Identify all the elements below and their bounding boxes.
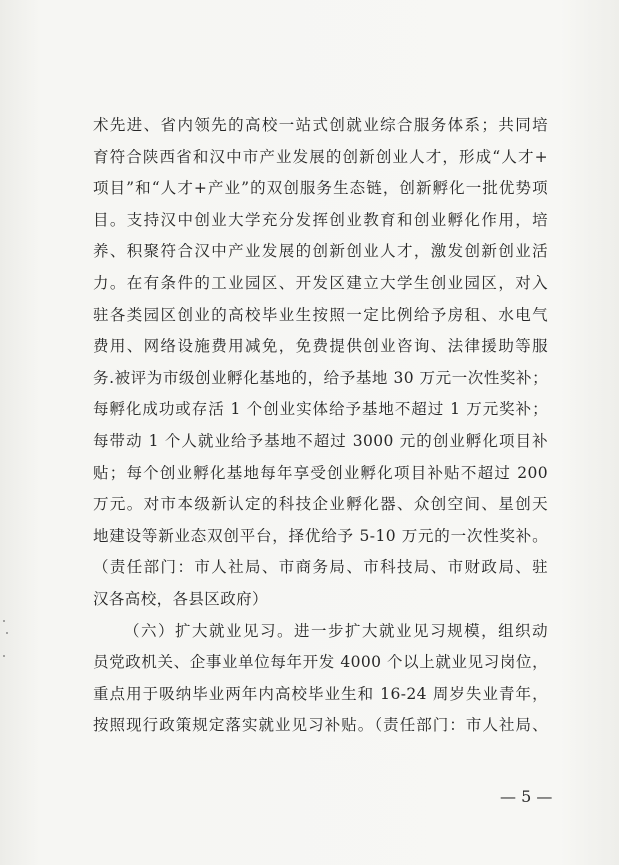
text-line: 驻各类园区创业的高校毕业生按照一定比例给予房租、水电气 <box>93 305 548 324</box>
text-line: （责任部门：市人社局、市商务局、市科技局、市财政局、驻 <box>93 558 548 577</box>
document-body <box>93 110 548 742</box>
text-line: 重点用于吸纳毕业两年内高校毕业生和 16-24 周岁失业青年， <box>93 684 548 703</box>
text-line: 术先进、省内领先的高校一站式创就业综合服务体系；共同培 <box>93 116 548 134</box>
text-line: 每带动 1 个人就业给予基地不超过 3000 元的创业孵化项目补 <box>93 431 548 450</box>
text-line: 每孵化成功或存活 1 个创业实体给予基地不超过 1 万元奖补； <box>93 400 548 419</box>
text-line: 万元。对市本级新认定的科技企业孵化器、众创空间、星创天 <box>93 495 548 514</box>
scan-speck <box>3 655 5 657</box>
text-line: 地建设等新业态双创平台，择优给予 5-10 万元的一次性奖补。 <box>93 526 548 545</box>
scan-speck <box>6 632 8 634</box>
text-line: 项目”和“人才+产业”的双创服务生态链，创新孵化一批优势项 <box>93 179 548 198</box>
text-line: 按照现行政策规定落实就业见习补贴。（责任部门：市人社局、 <box>93 716 548 735</box>
text-line: 养、积聚符合汉中产业发展的创新创业人才，激发创新创业活 <box>93 242 548 261</box>
text-line: 贴；每个创业孵化基地每年享受创业孵化项目补贴不超过 200 <box>93 463 548 482</box>
text-line: 汉各高校，各县区政府） <box>93 589 268 608</box>
text-line: 费用、网络设施费用减免，免费提供创业咨询、法律援助等服 <box>93 337 548 356</box>
section-heading-line: （六）扩大就业见习。进一步扩大就业见习规模，组织动 <box>124 621 548 640</box>
scan-speck <box>3 620 5 622</box>
text-line: 目。支持汉中创业大学充分发挥创业教育和创业孵化作用，培 <box>93 210 548 229</box>
text-line: 力。在有条件的工业园区、开发区建立大学生创业园区，对入 <box>93 273 548 292</box>
text-line: 育符合陕西省和汉中市产业发展的创新创业人才，形成“人才+ <box>93 147 548 166</box>
text-line: 务.被评为市级创业孵化基地的，给予基地 30 万元一次性奖补； <box>93 368 548 387</box>
page-number: — 5 — <box>500 787 553 806</box>
text-line: 员党政机关、企事业单位每年开发 4000 个以上就业见习岗位， <box>93 653 548 672</box>
